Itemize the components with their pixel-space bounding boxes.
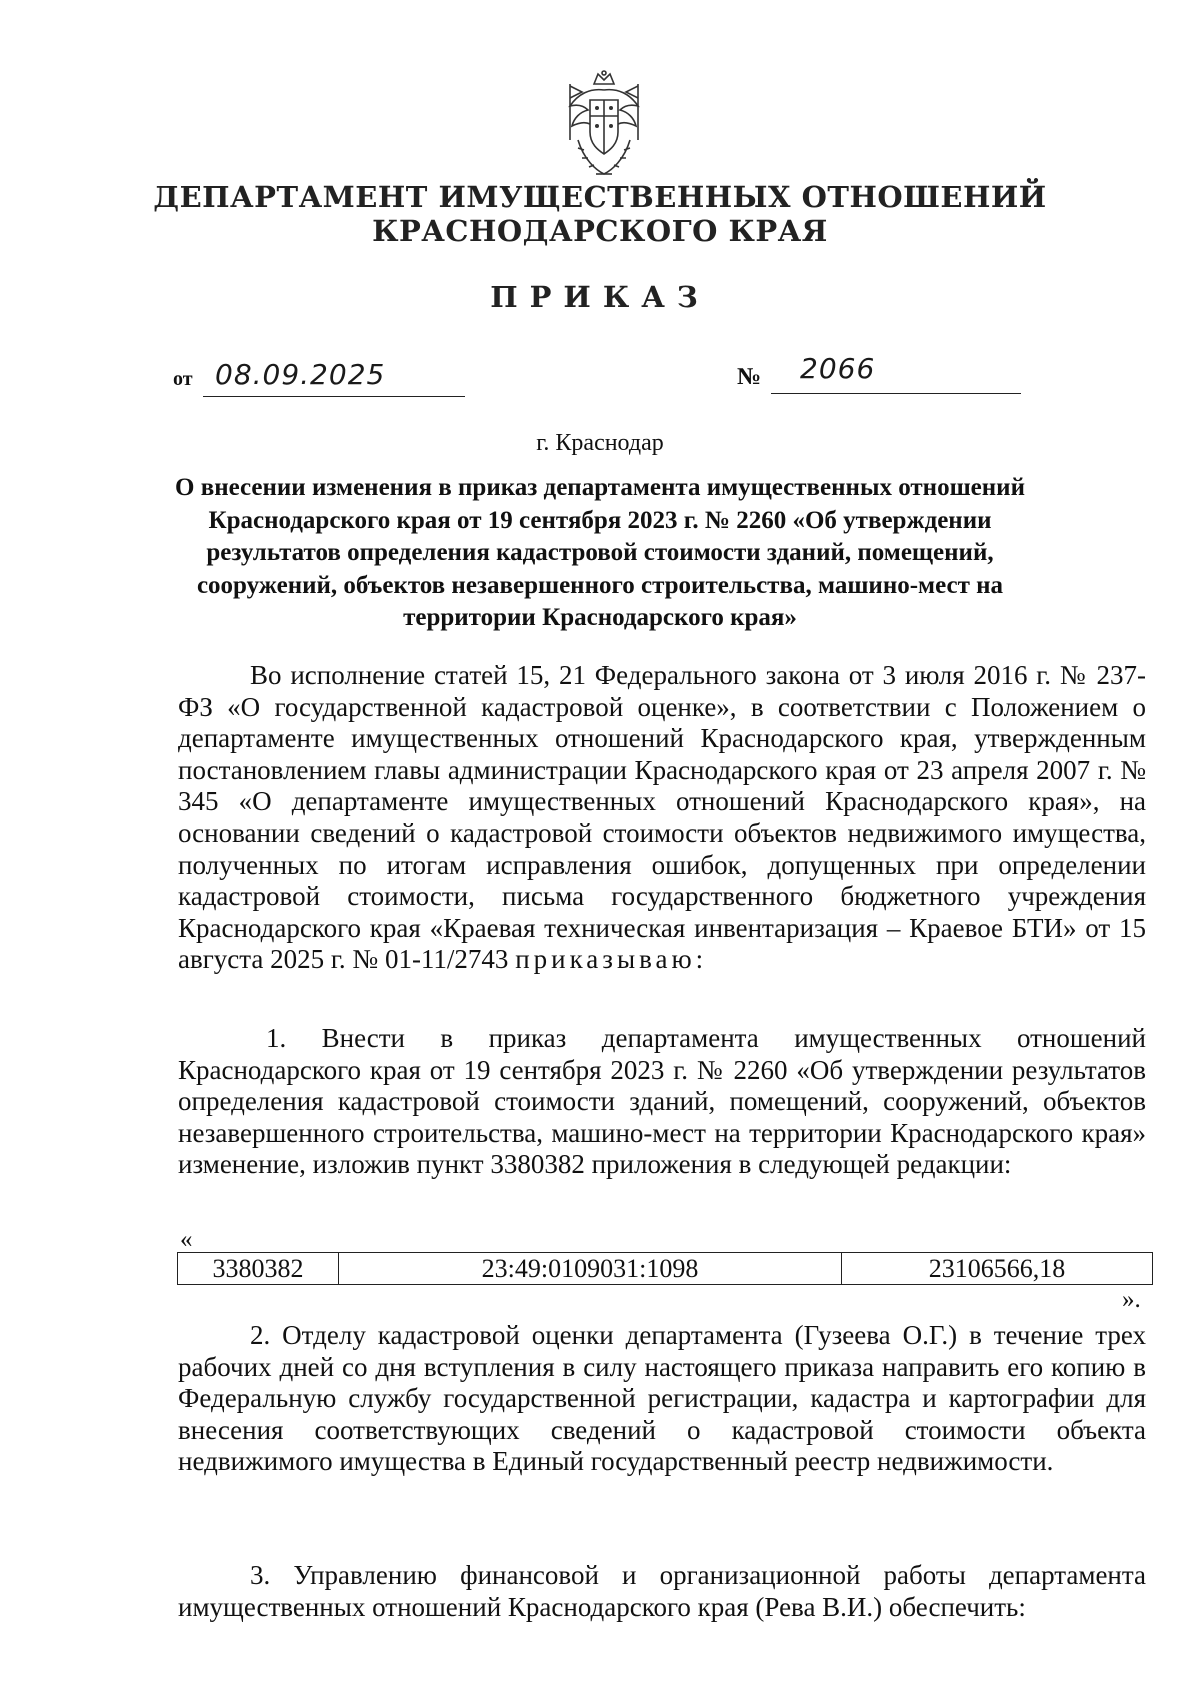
preamble-text: Во исполнение статей 15, 21 Федерального закона от 3 июля 2016 г. № 237-ФЗ «О государственной кадастровой оценке», в соответствии с Положением о департаменте имущественных отношений Краснодарского края, утвержденным постановлением главы администрации Краснодарского края от 23 апреля 2007 г. № 345 «О департаменте имущественных отношений Краснодарского края», на основании сведений о кадастровой стоимости объектов недвижимого имущества, полученных по итогам исправления ошибок, допущенных при определении кадастровой стоимости, письма государственного бюджетного учреждения Краснодарского края «Краевая техническая инвентаризация – Краевое БТИ» от 15 августа 2025 г. № 01-11/2743 xyxy=(178,660,1146,975)
number-value-handwritten: 2066 xyxy=(800,352,876,385)
item-1-paragraph: 1. Внести в приказ департамента имущественных отношений Краснодарского края от 19 сентября 2023 г. № 2260 «Об утверждении результатов определения кадастровой стоимости зданий, помещений, сооружений, объектов незавершенного строительства, машино-мест на территории Краснодарского края» изменение, изложив пункт 3380382 приложения в следующей редакции: xyxy=(178,1023,1146,1180)
table-cell-item-no: 3380382 xyxy=(178,1253,339,1285)
table-cell-cadastral-value: 23106566,18 xyxy=(842,1253,1153,1285)
table-open-quote: « xyxy=(180,1226,193,1253)
date-value-handwritten: 08.09.2025 xyxy=(215,358,386,391)
document-type-heading: ПРИКАЗ xyxy=(490,280,710,314)
item-3-paragraph: 3. Управлению финансовой и организационной работы департамента имущественных отношений Краснодарского края (Рева В.И.) обеспечить: xyxy=(178,1560,1146,1622)
table-cell-cadastral-number: 23:49:0109031:1098 xyxy=(339,1253,842,1285)
krasnodar-coat-of-arms-icon xyxy=(556,70,652,180)
date-underline xyxy=(203,396,465,397)
table-row xyxy=(178,1253,1153,1285)
department-name-line1: ДЕПАРТАМЕНТ ИМУЩЕСТВЕННЫХ ОТНОШЕНИЙ xyxy=(153,180,1047,214)
item-2-paragraph: 2. Отделу кадастровой оценки департамента (Гузеева О.Г.) в течение трех рабочих дней со дня вступления в силу настоящего приказа направить его копию в Федеральную службу государственной регистрации, кадастра и картографии для внесения соответствующих сведений о кадастровой стоимости объекта недвижимого имущества в Единый государственный реестр недвижимости. xyxy=(178,1320,1146,1477)
amendment-table xyxy=(177,1252,1153,1285)
command-word: приказываю: xyxy=(515,944,708,975)
document-title: О внесении изменения в приказ департамента имущественных отношений Краснодарского края от 19 сентября 2023 г. № 2260 «Об утверждении результатов определения кадастровой стоимости зданий, помещений, сооружений, объектов незавершенного строительства, машино-мест на территории Краснодарского края» xyxy=(175,474,1025,631)
date-label: от xyxy=(173,368,193,390)
table-close-quote: ». xyxy=(1122,1286,1141,1313)
department-name-line2: КРАСНОДАРСКОГО КРАЯ xyxy=(372,214,828,248)
preamble-paragraph xyxy=(178,660,1146,976)
city-line: г. Краснодар xyxy=(536,430,664,456)
number-underline xyxy=(771,393,1021,394)
number-label: № xyxy=(737,364,762,390)
